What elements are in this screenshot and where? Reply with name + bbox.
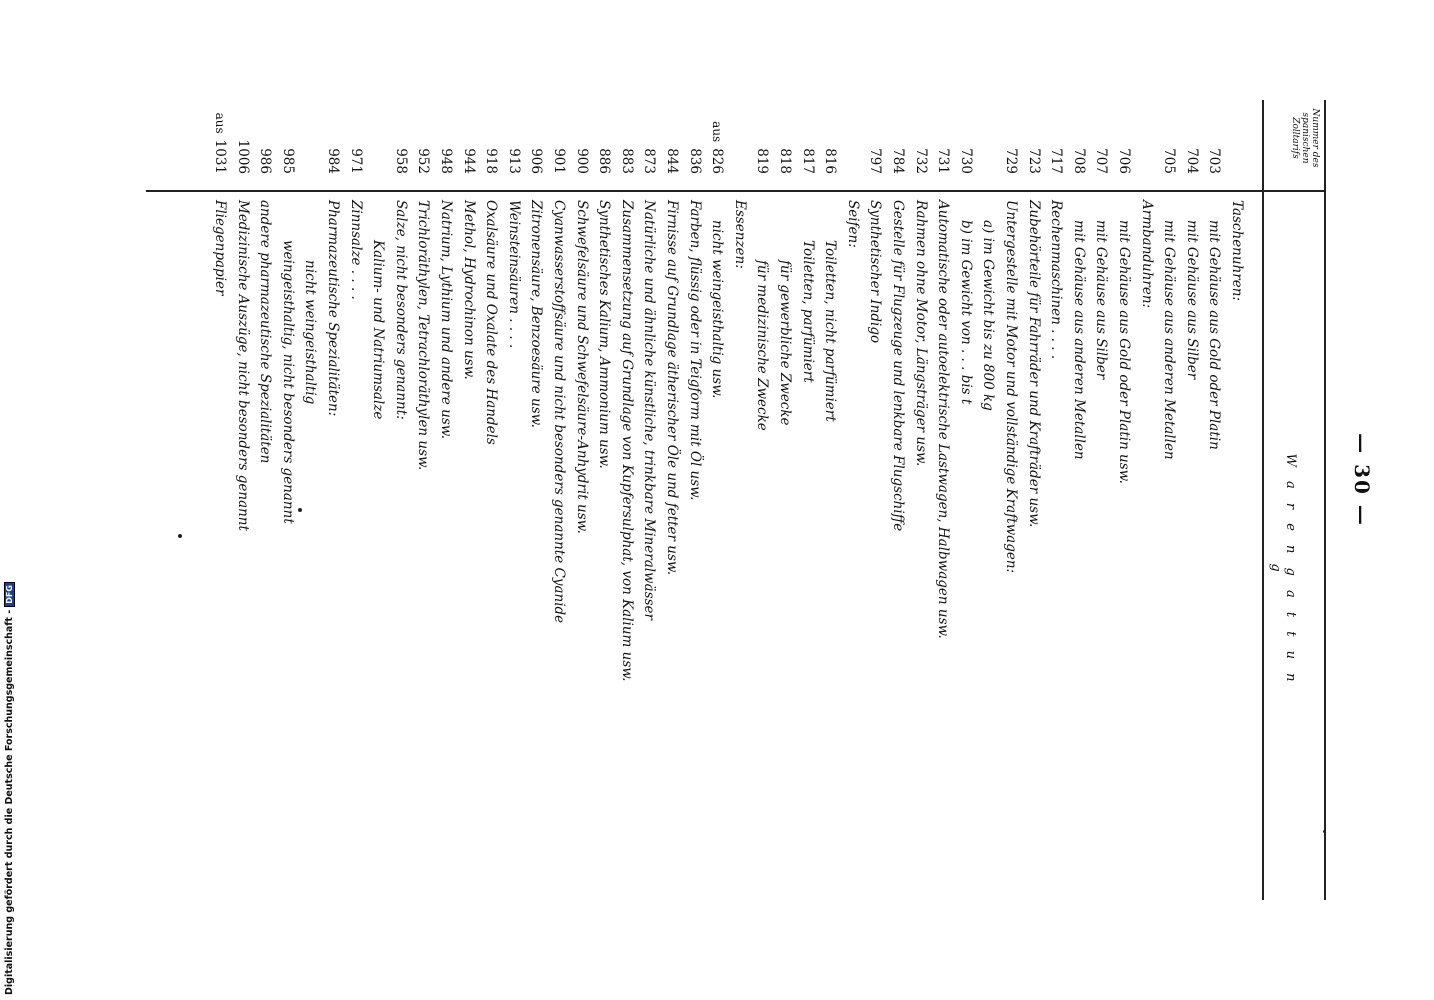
tariff-number [458,100,480,186]
goods-description: andere pharmazeutische Spezialitäten [257,200,274,464]
tariff-number [774,100,796,186]
table-row [322,100,344,920]
tariff-number [571,100,593,186]
table-row [1113,100,1135,920]
tariff-number-value: 729 [1003,148,1019,174]
goods-description: Taschenuhren: [1229,200,1245,301]
table-row [458,100,480,920]
tariff-number [322,100,344,186]
tariff-number [232,100,254,186]
speck-1 [298,508,302,512]
credit-text: Digitalisierung gefördert durch die Deutsche Forschungsgemeinschaft - [4,609,15,995]
tariff-number [706,100,728,186]
tariff-number [1090,100,1112,186]
tariff-number [1203,100,1225,186]
goods-description: mit Gehäuse aus Gold oder Platin usw. [1116,220,1132,484]
tariff-number-value: 971 [347,148,364,174]
table-row [1226,100,1248,920]
tariff-number [684,100,706,186]
tariff-number [503,100,525,186]
tariff-number-value: 900 [573,148,590,174]
tariff-number-value: 918 [483,148,500,174]
tariff-number [1113,100,1135,186]
dfg-logo: DFG [4,582,15,607]
tariff-number-value: 816 [822,148,839,174]
header-bottom-rule [1263,100,1265,900]
table-row [1158,100,1180,920]
tariff-number [480,100,502,186]
tariff-number-value: 731 [935,148,952,174]
goods-description: mit Gehäuse aus anderen Metallen [1070,220,1087,460]
goods-description: Synthetisches Kalium, Ammonium usw. [596,200,613,469]
tariff-number-value: 797 [867,148,884,174]
table-row [864,100,886,920]
table-row [661,100,683,920]
goods-description: nicht weingeisthaltig usw. [709,220,726,399]
tariff-number [593,100,615,186]
goods-description: weingeisthaltig, nicht besonders genannt [279,240,296,524]
tariff-number [1045,100,1067,186]
tariff-prefix: aus [710,121,725,143]
goods-description: Oxalsäure und Oxalate des Handels [483,200,500,445]
tariff-number-value: 708 [1070,148,1087,174]
tariff-number-value: 819 [754,148,771,174]
goods-description: Rahmen ohne Motor, Längsträger usw. [912,200,929,467]
goods-description: Natürliche und ähnliche künstliche, trinkbare Mineralwässer [641,200,658,620]
tariff-number-value: 901 [551,148,567,174]
table-row [774,100,796,920]
table-row [819,100,841,920]
goods-description: mit Gehäuse aus anderen Metallen [1161,220,1178,460]
table-row [593,100,615,920]
goods-description: Essenzen: [731,200,748,269]
goods-description: mit Gehäuse aus Gold oder Platin [1206,220,1223,450]
table-row [797,100,819,920]
table-row [232,100,254,920]
tariff-number-value: 952 [415,148,432,174]
tariff-number [390,100,412,186]
tariff-number [638,100,660,186]
table-row [1136,100,1158,920]
table-row [209,100,231,920]
goods-description: Rechenmaschinen . . . . [1048,200,1065,360]
tariff-number [345,100,367,186]
tariff-number-value: 948 [438,148,454,174]
speck-2 [178,534,182,538]
goods-description: Fliegenpapier [212,200,228,296]
tariff-number-value: 836 [686,148,703,174]
goods-description: Toiletten, nicht parfümiert [822,240,839,422]
speck-3 [1323,830,1326,833]
tariff-number-value: 958 [392,148,409,174]
tariff-number [525,100,547,186]
table-top-rule [1324,100,1326,900]
tariff-number-value: 1031 [212,139,228,174]
goods-description: Automatische oder autoelektrische Lastwagen, Halbwagen usw. [935,200,952,639]
tariff-number-value: 986 [257,148,274,174]
tariff-number [548,100,570,186]
tariff-number [661,100,683,186]
goods-description: Gestelle für Flugzeuge und lenkbare Flugschiffe [890,200,906,532]
goods-description: nicht weingeisthaltig [302,260,319,405]
digitization-credit [4,582,15,995]
tariff-number-value: 1006 [234,139,251,174]
table-row [1181,100,1203,920]
table-row [1090,100,1112,920]
tariff-number [412,100,434,186]
tariff-number [864,100,886,186]
tariff-number-value: 944 [460,148,477,174]
goods-description: Armbanduhren: [1138,200,1155,309]
goods-description: Zubehörteile für Fahrräder und Krafträder usw. [1025,200,1042,528]
table-row [1045,100,1067,920]
goods-description: Cyanwasserstoffsäure und nicht besonders genannte Cyanide [551,200,567,624]
table-row [729,100,751,920]
table-row [503,100,525,920]
tariff-number-value: 886 [596,148,613,174]
tariff-number-value: 730 [957,148,974,174]
table-row [345,100,367,920]
goods-description: Farben, flüssig oder in Teigform mit Öl usw. [686,200,703,501]
tariff-number-value: 705 [1161,148,1178,174]
table-row [435,100,457,920]
tariff-number [254,100,276,186]
table-row [638,100,660,920]
tariff-number [1068,100,1090,186]
tariff-number [209,100,231,186]
table-row [525,100,547,920]
column-header-goods: W a r e n g a t t u n g [1268,453,1298,687]
tariff-number-value: 906 [528,148,545,174]
table-row [412,100,434,920]
page-number: — 30 — [1350,433,1374,527]
goods-description: für medizinische Zwecke [754,260,771,431]
table-row [390,100,412,920]
goods-description: mit Gehäuse aus Silber [1093,220,1110,380]
goods-description: Kalium- und Natriumsalze [370,240,387,420]
tariff-number [616,100,638,186]
table-row [548,100,570,920]
tariff-number [751,100,773,186]
goods-description: Zusammensetzung auf Grundlage von Kupfersulphat, von Kalium usw. [618,200,635,682]
tariff-number-value: 984 [325,148,341,174]
tariff-number [1000,100,1022,186]
goods-description: mit Gehäuse aus Silber [1183,220,1200,380]
tariff-number-value: 844 [664,148,680,174]
tariff-number-value: 784 [890,148,906,174]
goods-description: a) im Gewicht bis zu 800 kg [980,220,997,411]
tariff-number [819,100,841,186]
goods-description: Synthetischer Indigo [867,200,884,344]
tariff-number [435,100,457,186]
tariff-number-value: 732 [912,148,929,174]
tariff-number [1158,100,1180,186]
goods-description: Weinsteinsäuren . . . . [505,200,522,349]
goods-description: Untergestelle mit Motor und vollständige Kraftwagen: [1003,200,1019,574]
goods-description: für gewerbliche Zwecke [777,260,793,426]
tariff-number-value: 883 [618,148,635,174]
tariff-number [277,100,299,186]
table-row [751,100,773,920]
goods-description: Trichloräthylen, Tetrachloräthylen usw. [415,200,432,471]
table-row [977,100,999,920]
column-header-number: Nummer des spanischen Zolltarifs [1290,108,1320,168]
table-row [706,100,728,920]
tariff-number [932,100,954,186]
goods-description: Schwefelsäure und Schwefelsäure-Anhydrit usw. [573,200,590,534]
table-row [1203,100,1225,920]
goods-description: Methol, Hydrochinon usw. [460,200,477,380]
table-row [1000,100,1022,920]
table-row [887,100,909,920]
table-row [842,100,864,920]
goods-description: Toiletten, parfümiert [799,240,816,383]
table-row [684,100,706,920]
goods-description: Medizinische Auszüge, nicht besonders genannt [234,200,251,531]
tariff-number [910,100,932,186]
goods-description: Natrium, Lythium und andere usw. [438,200,454,440]
tariff-number [797,100,819,186]
tariff-number-value: 985 [279,148,296,174]
table-row [955,100,977,920]
table-row [367,100,389,920]
tariff-number [955,100,977,186]
table-row [932,100,954,920]
tariff-number-value: 817 [799,148,816,174]
tariff-number-value: 706 [1116,148,1132,174]
table-row [254,100,276,920]
table-row [1068,100,1090,920]
tariff-number-value: 913 [505,148,522,174]
tariff-number-value: 707 [1093,148,1110,174]
goods-description: Seifen: [844,200,861,248]
table-row [571,100,593,920]
tariff-number-value: 826 [709,148,726,174]
goods-description: Zitronensäure, Benzoesäure usw. [528,200,545,428]
tariff-number [1181,100,1203,186]
tariff-prefix: aus [213,112,227,134]
goods-description: Zinnsalze . . . . [347,200,364,300]
tariff-number [1023,100,1045,186]
tariff-number-value: 723 [1025,148,1042,174]
tariff-number-value: 873 [641,148,658,174]
tariff-number-value: 717 [1048,148,1065,174]
tariff-number-value: 703 [1206,148,1223,174]
table-row [1023,100,1045,920]
tariff-number-value: 704 [1183,148,1200,174]
table-row [299,100,321,920]
tariff-number-value: 818 [777,148,793,174]
goods-description: Salze, nicht besonders genannt: [392,200,409,420]
tariff-number [887,100,909,186]
goods-description: b) im Gewicht von . . . bis t [957,220,974,405]
table-row [616,100,638,920]
goods-description: Pharmazeutische Spezialitäten: [325,200,341,417]
table-row [910,100,932,920]
goods-description: Firnisse auf Grundlage ätherischer Öle und fetter usw. [664,200,680,576]
table-row [277,100,299,920]
table-row [480,100,502,920]
